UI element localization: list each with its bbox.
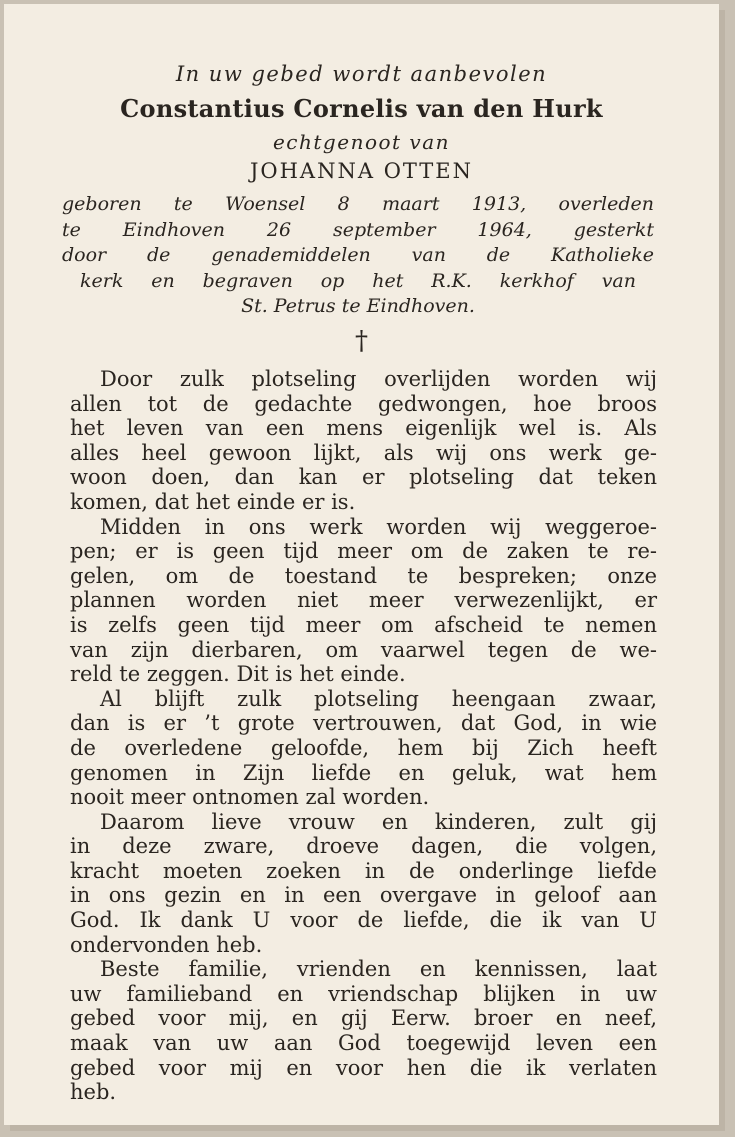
text-line: in deze zware, droeve dagen, die volgen, [70,834,657,859]
text-line: gebed voor mij en voor hen die ik verlaten [70,1055,657,1080]
text-line: maak van uw aan God toegewijd leven een [70,1031,657,1056]
memorial-card [4,4,719,1125]
bio-line: St. Petrus te Eindhoven. [241,295,475,317]
text-line: de overledene geloofde, hem bij Zich heeft [70,735,657,760]
cross-icon: † [355,326,368,356]
text-line: Beste familie, vrienden en kennissen, laat [100,957,657,982]
text-line: Door zulk plotseling overlijden worden wij [100,367,657,391]
text-line: heb. [70,1080,117,1105]
intro-line: In uw gebed wordt aanbevolen [175,62,548,86]
body-text [70,367,657,1105]
text-line: uw familieband en vriendschap blijken in uw [70,981,657,1006]
text-line: is zelfs geen tijd meer om afscheid te nemen [70,612,657,637]
text-line: van zijn dierbaren, om vaarwel tegen de we- [70,637,657,662]
text-line: Midden in ons werk worden wij weggeroe- [100,514,657,539]
text-line: het leven van een mens eigenlijk wel is. Als [70,416,657,441]
text-line: pen; er is geen tijd meer om de zaken te re- [70,539,657,564]
text-line: God. Ik dank U voor de liefde, die ik van U [70,908,657,933]
bio-line: te Eindhoven 26 september 1964, gesterkt [62,218,654,241]
text-line: in ons gezin en in een overgave in geloof aan [70,883,657,908]
text-line: kracht moeten zoeken in de onderlinge liefde [70,858,657,883]
text-line: allen tot de gedachte gedwongen, hoe broos [70,391,657,416]
bio-line: kerk en begraven op het R.K. kerkhof van [80,269,636,292]
text-line: dan is er ’t grote vertrouwen, dat God, in wie [70,711,657,736]
bio-line: door de genademiddelen van de Katholieke [62,244,654,266]
text-line: gelen, om de toestand te bespreken; onze [70,563,657,588]
text-line: ondervonden heb. [70,932,263,957]
text-line: Daarom lieve vrouw en kinderen, zult gij [100,809,657,834]
text-line: plannen worden niet meer verwezenlijkt, er [70,588,657,613]
biography [62,192,654,320]
text-line: genomen in Zijn liefde en geluk, wat hem [70,760,657,785]
text-line: woon doen, dan kan er plotseling dat teken [70,465,657,490]
spouse-label: echtgenoot van [272,130,451,154]
text-line: nooit meer ontnomen zal worden. [70,785,430,810]
text-line: Al blijft zulk plotseling heengaan zwaar, [100,686,657,711]
bio-line: geboren te Woensel 8 maart 1913, overleden [62,193,654,215]
spouse-name: JOHANNA OTTEN [249,159,474,183]
deceased-name: Constantius Cornelis van den Hurk [120,94,603,123]
text-line: reld te zeggen. Dit is het einde. [70,662,406,687]
text-line: gebed voor mij, en gij Eerw. broer en neef, [70,1006,657,1031]
text-line: alles heel gewoon lijkt, als wij ons werk ge- [70,440,657,465]
text-line: komen, dat het einde er is. [70,489,356,514]
